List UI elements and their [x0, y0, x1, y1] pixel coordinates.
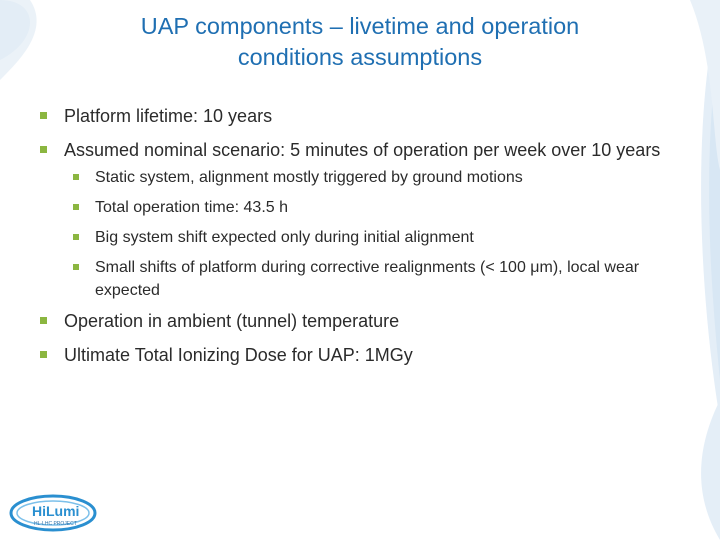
- hilumi-logo: [8, 492, 98, 534]
- sub-bullet-list: [38, 166, 688, 302]
- bullet-nominal-scenario: Assumed nominal scenario: 5 minutes of operation per week over 10 years: [38, 138, 688, 162]
- sub-bullet-static-system: Static system, alignment mostly triggered by ground motions: [71, 166, 688, 189]
- sub-bullet-big-system-shift: Big system shift expected only during initial alignment: [71, 226, 688, 249]
- bullet-platform-lifetime: Platform lifetime: 10 years: [38, 104, 688, 128]
- bullet-list: [38, 104, 688, 377]
- sub-bullet-total-operation-time: Total operation time: 43.5 h: [71, 196, 688, 219]
- sub-bullet-small-shifts: Small shifts of platform during corrective realignments (< 100 μm), local wear expected: [71, 256, 688, 302]
- slide-title-line-1: UAP components – livetime and operation: [140, 13, 580, 39]
- svg-text:HiLumi: HiLumi: [32, 503, 80, 519]
- bullet-ambient-temperature: Operation in ambient (tunnel) temperature: [38, 309, 688, 333]
- slide-title: [60, 11, 660, 73]
- slide-title-line-2: conditions assumptions: [237, 44, 483, 70]
- bullet-total-ionizing-dose: Ultimate Total Ionizing Dose for UAP: 1MGy: [38, 343, 688, 367]
- svg-text:HL-LHC PROJECT: HL-LHC PROJECT: [34, 521, 77, 527]
